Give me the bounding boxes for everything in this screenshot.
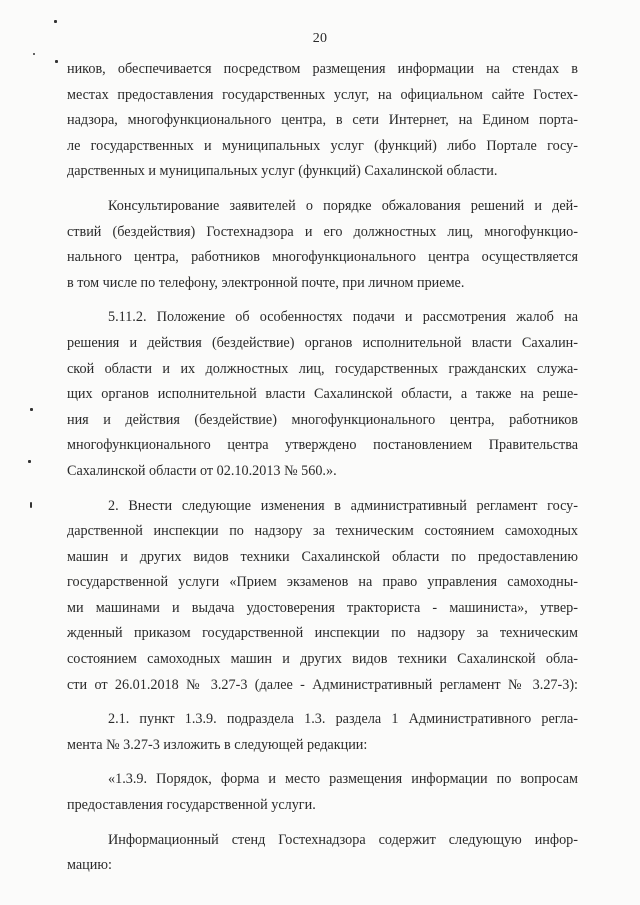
scan-speck (30, 502, 32, 508)
text-line: местах предоставления государственных услуг, на официальном сайте Гостех- (67, 86, 578, 103)
text-line: машин и других видов техники Сахалинской области по предоставлению (67, 548, 578, 565)
text-line: «1.3.9. Порядок, форма и место размещения информации по вопросам (108, 771, 578, 788)
text-line: ствий (бездействия) Гостехнадзора и его должностных лиц, многофункцио- (67, 223, 578, 240)
text-line: надзора, многофункционального центра, в сети Интернет, на Едином порта- (67, 112, 578, 129)
page-number: 20 (312, 31, 328, 46)
text-line: многофункционального центра утверждено постановлением Правительства (67, 437, 578, 454)
text-line: 2.1. пункт 1.3.9. подраздела 1.3. раздела 1 Административного регла- (108, 711, 578, 728)
scan-speck (54, 20, 57, 23)
text-line: Сахалинской области от 02.10.2013 № 560.». (67, 462, 337, 479)
paragraph (67, 194, 578, 296)
text-line: дарственной инспекции по надзору за техническим состоянием самоходных (67, 523, 578, 540)
text-line: ния и действия (бездействие) многофункционального центра, работников (67, 411, 578, 428)
paragraph (67, 57, 578, 185)
text-line: предоставления государственной услуги. (67, 797, 316, 814)
text-line: сти от 26.01.2018 № 3.27-3 (далее - Административный регламент № 3.27-3): (67, 676, 578, 693)
text-line: Информационный стенд Гостехнадзора содержит следующую инфор- (108, 831, 578, 848)
scan-speck (28, 460, 31, 463)
text-line: Консультирование заявителей о порядке обжалования решений и дей- (108, 197, 578, 214)
text-line: мента № 3.27-3 изложить в следующей редакции: (67, 736, 368, 753)
text-line: дарственных и муниципальных услуг (функций) Сахалинской области. (67, 163, 498, 180)
document-body (67, 57, 578, 879)
text-line: в том числе по телефону, электронной почте, при личном приеме. (67, 274, 465, 291)
text-line: 5.11.2. Положение об особенностях подачи и рассмотрения жалоб на (108, 309, 578, 326)
paragraph (67, 828, 578, 879)
scan-speck (30, 408, 33, 411)
text-line: ми машинами и выдача удостоверения тракториста - машиниста», утвер- (67, 599, 578, 616)
text-line: решения и действия (бездействие) органов исполнительной власти Сахалин- (67, 334, 578, 351)
paragraph (67, 707, 578, 758)
text-line: ской области и их должностных лиц, государственных гражданских служа- (67, 360, 578, 377)
text-line: ле государственных и муниципальных услуг (функций) либо Портале госу- (67, 137, 578, 154)
text-line: 2. Внести следующие изменения в административный регламент госу- (108, 497, 578, 514)
paragraph (67, 305, 578, 484)
scan-speck (33, 53, 35, 55)
text-line: мацию: (67, 857, 112, 874)
text-line: нального центра, работников многофункционального центра осуществляется (67, 249, 578, 266)
scan-speck (55, 60, 58, 63)
paragraph (67, 494, 578, 699)
text-line: состоянием самоходных машин и других видов техники Сахалинской обла- (67, 651, 578, 668)
paragraph (67, 767, 578, 818)
text-line: щих органов исполнительной власти Сахалинской области, а также на реше- (67, 386, 578, 403)
text-line: государственной услуги «Прием экзаменов на право управления самоходны- (67, 574, 578, 591)
text-line: жденный приказом государственной инспекции по надзору за техническим (67, 625, 578, 642)
text-line: ников, обеспечивается посредством размещения информации на стендах в (67, 61, 578, 77)
